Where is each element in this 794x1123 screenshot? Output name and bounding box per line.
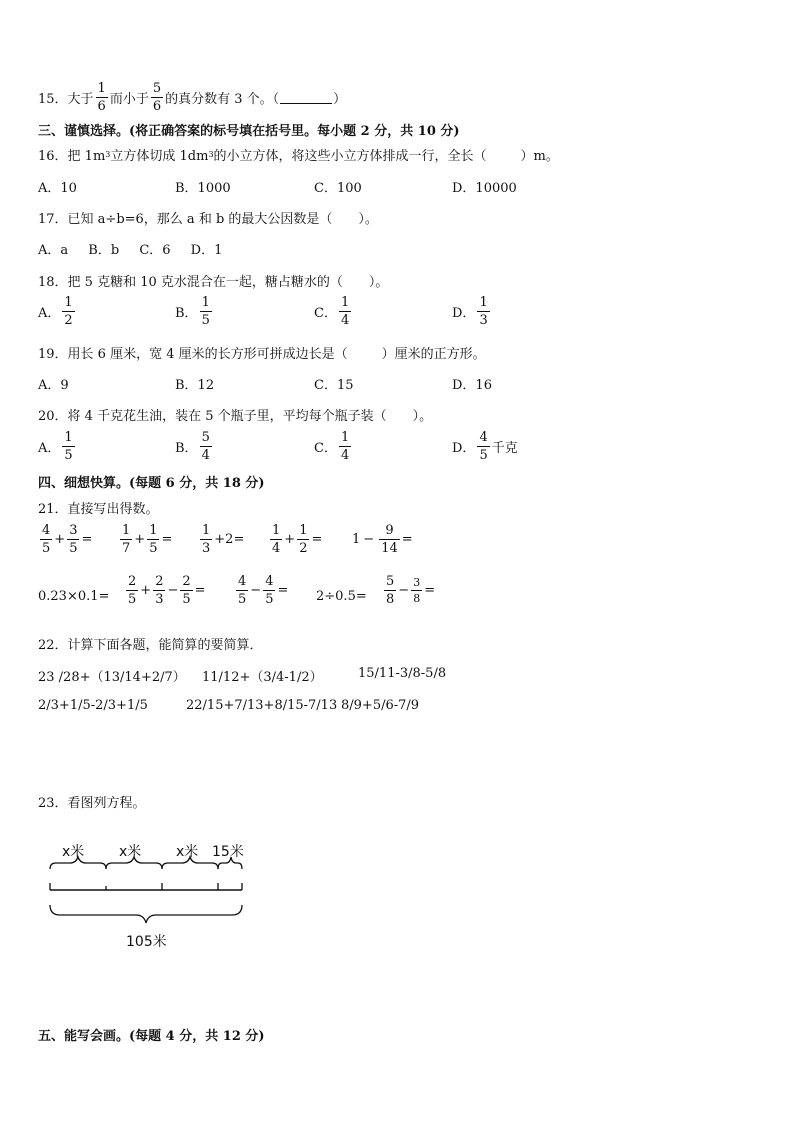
q18-option-a: A． $\frac{1}{2}$: [38, 295, 73, 328]
question-16: [38, 145, 559, 164]
q15-prefix: 15．大于: [38, 92, 94, 107]
top-brace: [106, 857, 162, 869]
q16-mid: 立方体切成 1dm: [110, 149, 209, 164]
q18-option-c: C． $\frac{1}{4}$: [314, 295, 350, 328]
q16-option-d: D．10000: [452, 181, 517, 196]
q18-option-d: D． $\frac{1}{3}$: [452, 295, 488, 328]
q15-mid: 而小于: [109, 92, 149, 107]
q22-expr: 15/11-3/8-5/8: [358, 666, 447, 681]
section-4-title: 四、细想快算。(每题 6 分，共 18 分): [38, 476, 265, 491]
q21-expr: 2÷0.5=: [316, 589, 367, 604]
q17-option-c: C．6: [139, 243, 171, 258]
q21-expr: $\frac{1}{7}$ + $\frac{1}{5}$ =: [122, 523, 173, 556]
segment-label: x米: [62, 844, 85, 860]
q16-option-c: C．100: [314, 181, 362, 196]
q21-expr: $\frac{2}{5}$ + $\frac{2}{3}$ − $\frac{2}{5}$ =: [128, 574, 206, 607]
q15-suffix: 的真分数有 3 个。（: [165, 92, 280, 107]
q19-option-c: C．15: [314, 378, 354, 393]
top-brace: [218, 857, 242, 869]
q21-expr: $\frac{5}{8}$ − $\frac{3}{8}$ =: [386, 574, 436, 607]
q19-option-a: A．9: [38, 378, 69, 393]
q16-option-a: A．10: [38, 181, 77, 196]
q17-text-end: ）。: [358, 212, 378, 227]
section-5-title: 五、能写会画。(每题 4 分，共 12 分): [38, 1029, 265, 1044]
q21-title: 21．直接写出得数。: [38, 502, 159, 517]
q22-expr: 11/12+（3/4-1/2）: [202, 670, 323, 685]
q22-expr: 8/9+5/6-7/9: [341, 698, 420, 713]
q23-diagram: [38, 835, 268, 955]
q19-text-end: ）厘米的正方形。: [381, 347, 486, 362]
total-label: 105米: [126, 934, 167, 950]
q21-expr: $\frac{4}{5}$ − $\frac{4}{5}$ =: [238, 574, 289, 607]
q22-title: 22．计算下面各题，能简算的要简算．: [38, 638, 263, 653]
q17-text: 17．已知 a÷b=6，那么 a 和 b 的最大公因数是（: [38, 212, 333, 227]
fraction: $\frac{5}{6}$: [152, 81, 162, 114]
segment-label: 15米: [212, 844, 244, 860]
q16-option-b: B．1000: [175, 181, 231, 196]
segment-label: x米: [119, 844, 142, 860]
question-19: [38, 343, 486, 362]
q20-text: 20．将 4 千克花生油，装在 5 个瓶子里，平均每个瓶子装（: [38, 409, 387, 424]
q17-options: [38, 239, 222, 258]
q21-expr: 0.23×0.1=: [38, 589, 110, 604]
q21-expr: $\frac{4}{5}$ + $\frac{3}{5}$ =: [42, 523, 93, 556]
q20-option-a: A． $\frac{1}{5}$: [38, 430, 73, 463]
q18-option-b: B． $\frac{1}{5}$: [175, 295, 210, 328]
q16-end: ）m。: [520, 149, 559, 164]
q20-option-c: C． $\frac{1}{4}$: [314, 430, 350, 463]
q19-text: 19．用长 6 厘米，宽 4 厘米的长方形可拼成边长是（: [38, 347, 348, 362]
q21-expr: 1 − $\frac{9}{14}$ =: [352, 523, 413, 556]
q16-suffix: 的小立方体，将这些小立方体排成一行，全长（: [213, 149, 487, 164]
q16-prefix: 16．把 1m: [38, 149, 106, 164]
question-17: [38, 208, 378, 227]
q21-expr: $\frac{1}{3}$ +2 =: [202, 523, 245, 556]
question-20: [38, 405, 432, 424]
segment-label: x米: [176, 844, 199, 860]
answer-blank[interactable]: [280, 92, 332, 104]
q22-expr: 22/15+7/13+8/15-7/13: [186, 698, 338, 713]
top-brace: [162, 857, 218, 869]
q22-expr: 2/3+1/5-2/3+1/5: [38, 698, 148, 713]
question-18: [38, 271, 388, 290]
q20-text-end: ）。: [412, 409, 433, 424]
q22-expr: 23 /28+（13/14+2/7）: [38, 670, 186, 685]
section-3-title: 三、谨慎选择。(将正确答案的标号填在括号里。每小题 2 分，共 10 分): [38, 124, 460, 139]
top-brace: [50, 857, 106, 869]
q16-sup: 3: [105, 150, 111, 159]
q23-title: 23．看图列方程。: [38, 796, 146, 811]
q17-option-b: B．b: [88, 243, 120, 258]
q16-sup: 3: [208, 150, 214, 159]
q17-option-a: A．a: [38, 243, 69, 258]
question-15: [38, 82, 346, 113]
q15-end: ）: [333, 92, 347, 107]
fraction: $\frac{1}{6}$: [97, 81, 106, 114]
q17-option-d: D．1: [190, 243, 223, 258]
q19-option-b: B．12: [175, 378, 215, 393]
q20-option-d: D． $\frac{4}{5}$ 千克: [452, 430, 518, 463]
q20-option-b: B． $\frac{5}{4}$: [175, 430, 210, 463]
q21-expr: $\frac{1}{4}$ + $\frac{1}{2}$ =: [272, 523, 323, 556]
q18-text: 18．把 5 克糖和 10 克水混合在一起，糖占糖水的（: [38, 275, 343, 290]
bottom-brace: [50, 905, 242, 923]
q19-option-d: D．16: [452, 378, 492, 393]
q18-text-end: ）。: [368, 275, 389, 290]
